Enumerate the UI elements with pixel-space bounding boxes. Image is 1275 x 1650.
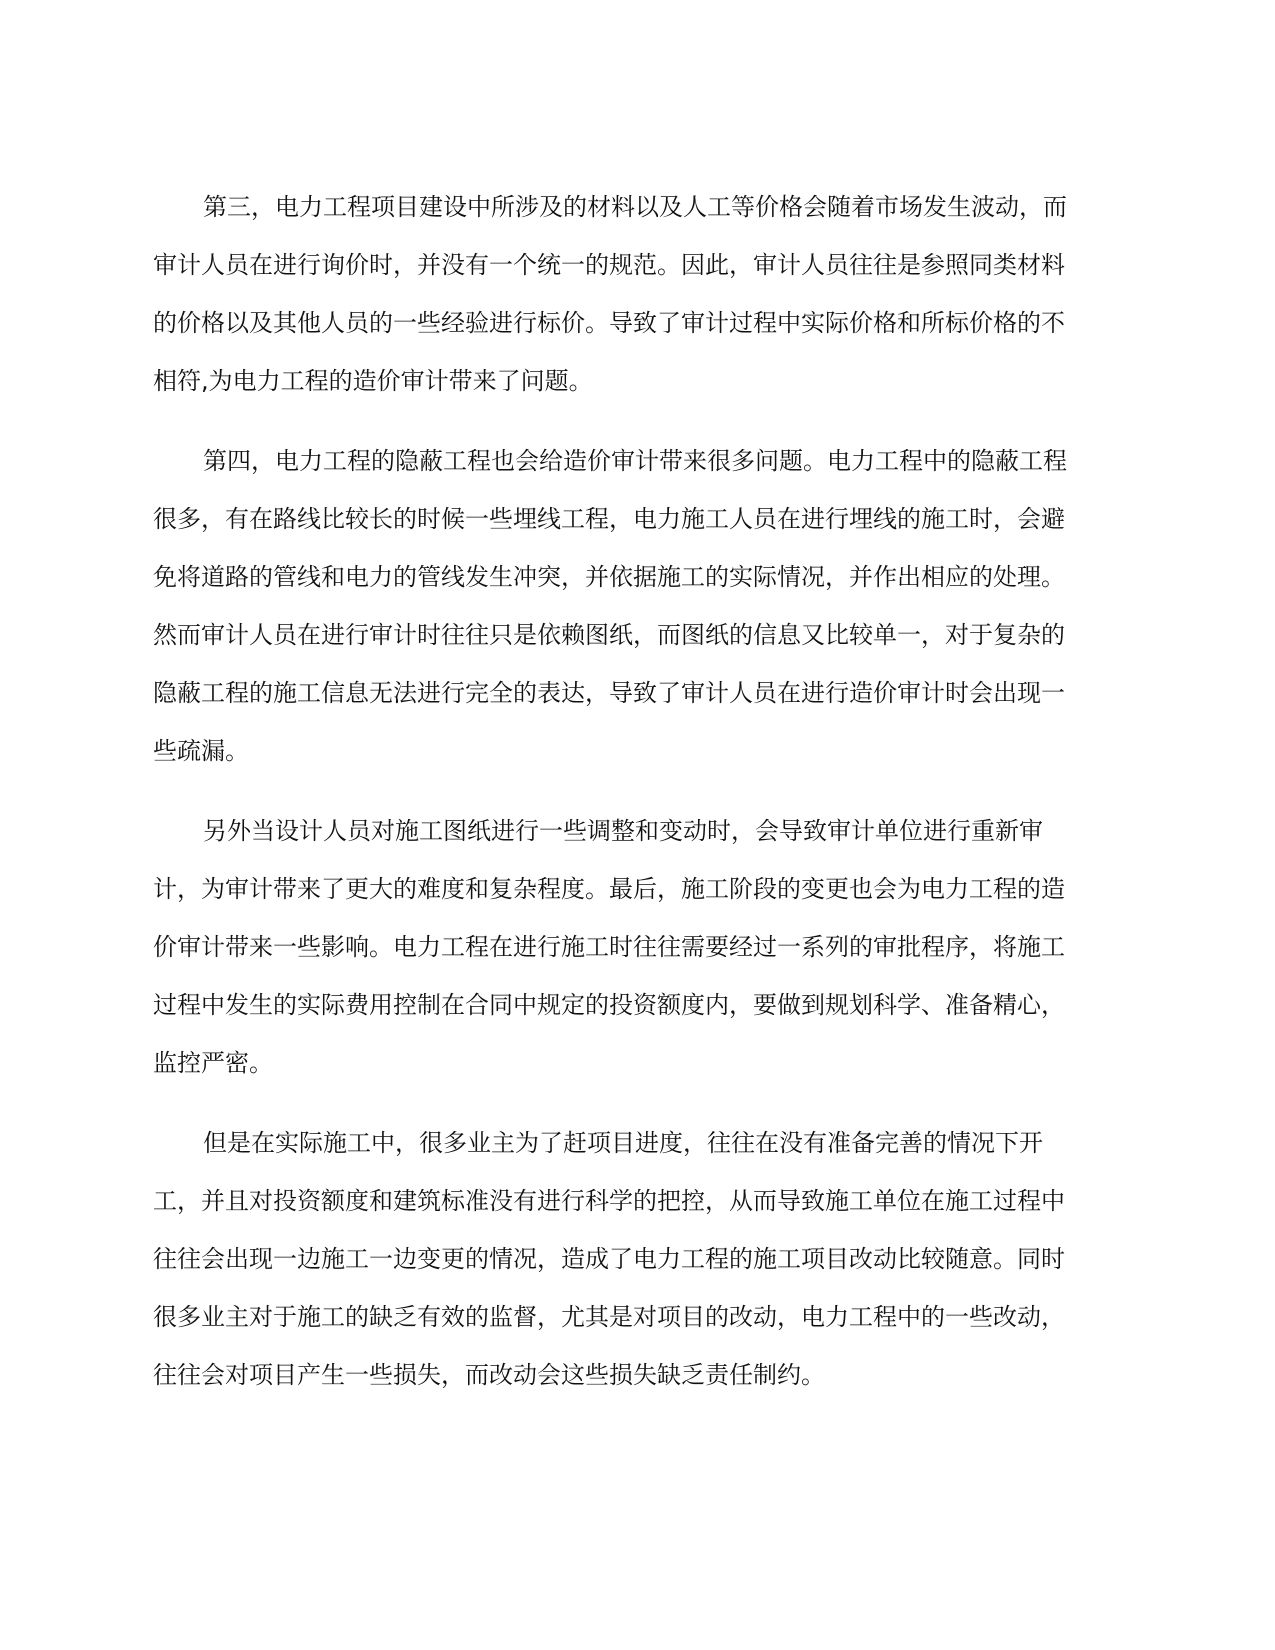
- paragraph-line: 监控严密。: [153, 1049, 273, 1077]
- paragraph-line: 工，并且对投资额度和建筑标准没有进行科学的把控，从而导致施工单位在施工过程中: [153, 1187, 1065, 1215]
- document-body: [153, 178, 1113, 1426]
- paragraph-line: 第三，电力工程项目建设中所涉及的材料以及人工等价格会随着市场发生波动，而: [203, 193, 1067, 221]
- paragraph-line: 第四，电力工程的隐蔽工程也会给造价审计带来很多问题。电力工程中的隐蔽工程: [203, 447, 1067, 475]
- paragraph-line: 审计人员在进行询价时，并没有一个统一的规范。因此，审计人员往往是参照同类材料: [153, 251, 1065, 279]
- paragraph-line: 但是在实际施工中，很多业主为了赶项目进度，往往在没有准备完善的情况下开: [203, 1129, 1043, 1157]
- paragraph-line: 隐蔽工程的施工信息无法进行完全的表达，导致了审计人员在进行造价审计时会出现一: [153, 679, 1065, 707]
- paragraph-line: 些疏漏。: [153, 737, 249, 765]
- paragraph-line: 的价格以及其他人员的一些经验进行标价。导致了审计过程中实际价格和所标价格的不: [153, 309, 1065, 337]
- paragraph-line: 另外当设计人员对施工图纸进行一些调整和变动时，会导致审计单位进行重新审: [203, 817, 1043, 845]
- paragraph-line: 免将道路的管线和电力的管线发生冲突，并依据施工的实际情况，并作出相应的处理。: [153, 563, 1065, 591]
- paragraph-line: 过程中发生的实际费用控制在合同中规定的投资额度内，要做到规划科学、准备精心，: [153, 991, 1065, 1019]
- paragraph-4: [153, 1114, 1113, 1404]
- paragraph-1: [153, 178, 1113, 410]
- paragraph-line: 很多业主对于施工的缺乏有效的监督，尤其是对项目的改动，电力工程中的一些改动，: [153, 1303, 1065, 1331]
- paragraph-line: 很多，有在路线比较长的时候一些埋线工程，电力施工人员在进行埋线的施工时，会避: [153, 505, 1065, 533]
- paragraph-line: 计，为审计带来了更大的难度和复杂程度。最后，施工阶段的变更也会为电力工程的造: [153, 875, 1065, 903]
- paragraph-2: [153, 432, 1113, 780]
- paragraph-line: 价审计带来一些影响。电力工程在进行施工时往往需要经过一系列的审批程序，将施工: [153, 933, 1065, 961]
- paragraph-line: 相符,为电力工程的造价审计带来了问题。: [153, 367, 593, 395]
- paragraph-line: 然而审计人员在进行审计时往往只是依赖图纸，而图纸的信息又比较单一，对于复杂的: [153, 621, 1065, 649]
- paragraph-3: [153, 802, 1113, 1092]
- paragraph-line: 往往会对项目产生一些损失，而改动会这些损失缺乏责任制约。: [153, 1361, 825, 1389]
- paragraph-line: 往往会出现一边施工一边变更的情况，造成了电力工程的施工项目改动比较随意。同时: [153, 1245, 1065, 1273]
